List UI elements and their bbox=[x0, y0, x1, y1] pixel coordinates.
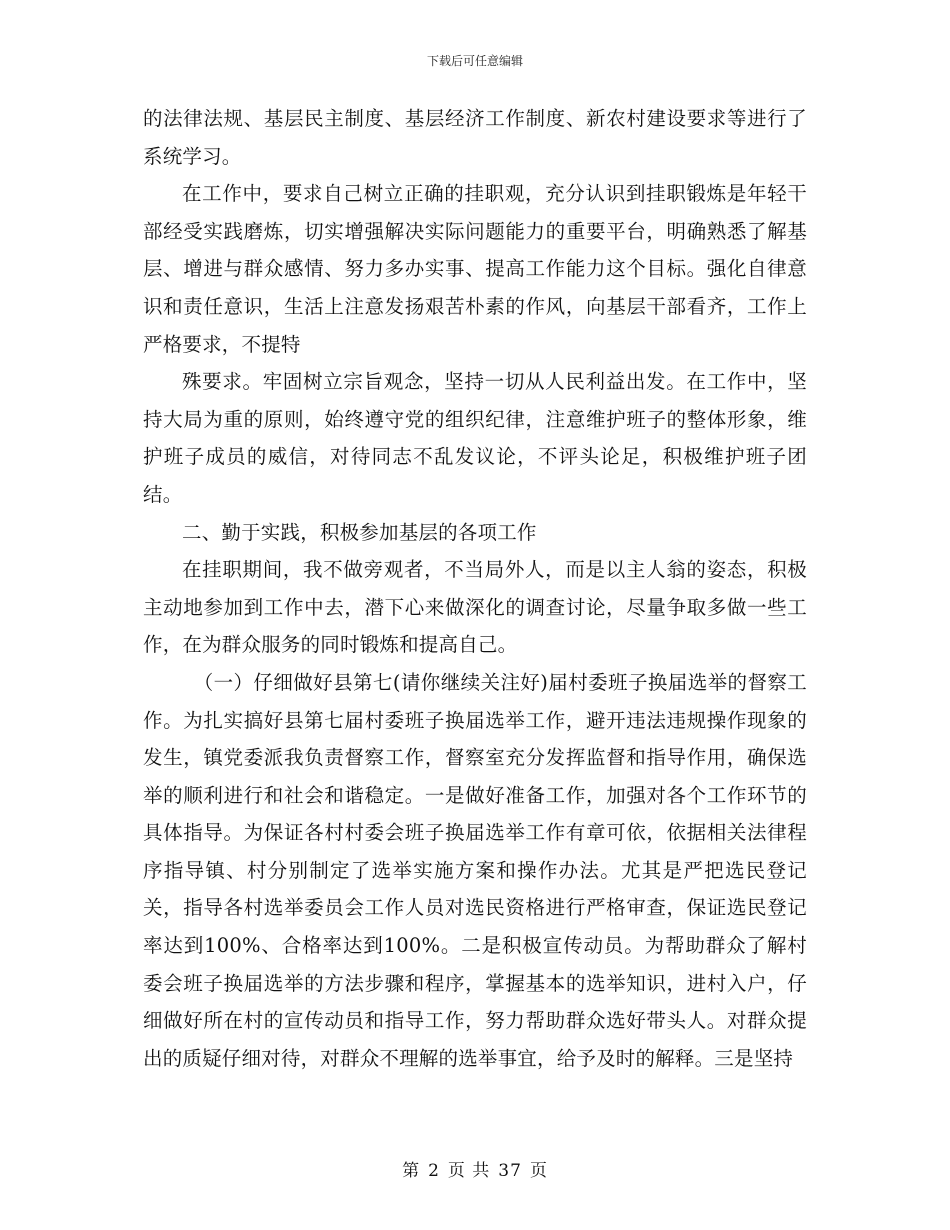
page-footer bbox=[0, 1156, 950, 1181]
section-heading: 二、勤于实践，积极参加基层的各项工作 bbox=[182, 520, 537, 544]
page-header: 下载后可任意编辑 bbox=[426, 54, 523, 68]
total-pages-number: 37 bbox=[498, 1161, 522, 1181]
paragraph-discipline: 殊要求。牢固树立宗旨观念，坚持一切从人民利益出发。在工作中，坚持大局为重的原则，始终遵守党的组织纪律，注意维护班子的整体形象，维护班子成员的威信，对待同志不乱发议论，不评头论足，积极维护班子团结。 bbox=[143, 370, 807, 506]
paragraph-election-supervision: （一）仔细做好县第七(请你继续关注好)届村委班子换届选举的督察工作。为扎实搞好县第七届村委班子换届选举工作，避开违法违规操作现象的发生，镇党委派我负责督察工作，督察室充分发挥监督和指导作用，确保选举的顺利进行和社会和谐稳定。一是做好准备工作，加强对各个工作环节的具体指导。为保证各村村委会班子换届选举工作有章可依，依据相关法律程序指导镇、村分别制定了选举实施方案和操作办法。尤其是严把选民登记关，指导各村选举委员会工作人员对选民资格进行严格审查，保证选民登记率达到100%、合格率达到100%。二是积极宣传动员。为帮助群众了解村委会班子换届选举的方法步骤和程序，掌握基本的选举知识，进村入户，仔细做好所在村的宣传动员和指导工作，努力帮助群众选好带头人。对群众提出的质疑仔细对待，对群众不理解的选举事宜，给予及时的解释。三是坚持 bbox=[143, 670, 807, 1070]
paragraph-continued: 的法律法规、基层民主制度、基层经济工作制度、新农村建设要求等进行了系统学习。 bbox=[143, 107, 807, 168]
document-body bbox=[143, 100, 807, 1077]
footer-suffix: 页 bbox=[529, 1161, 548, 1181]
current-page-number: 2 bbox=[428, 1161, 440, 1181]
footer-prefix: 第 bbox=[402, 1161, 421, 1181]
footer-middle: 页 共 bbox=[447, 1161, 491, 1181]
paragraph-work-attitude: 在工作中，要求自己树立正确的挂职观，充分认识到挂职锻炼是年轻干部经受实践磨炼，切实增强解决实际问题能力的重要平台，明确熟悉了解基层、增进与群众感情、努力多办实事、提高工作能力这个目标。强化自律意识和责任意识，生活上注意发扬艰苦朴素的作风，向基层干部看齐，工作上严格要求，不提特 bbox=[143, 182, 807, 356]
paragraph-participation: 在挂职期间，我不做旁观者，不当局外人，而是以主人翁的姿态，积极主动地参加到工作中去，潜下心来做深化的调查讨论，尽量争取多做一些工作，在为群众服务的同时锻炼和提高自己。 bbox=[143, 558, 807, 657]
